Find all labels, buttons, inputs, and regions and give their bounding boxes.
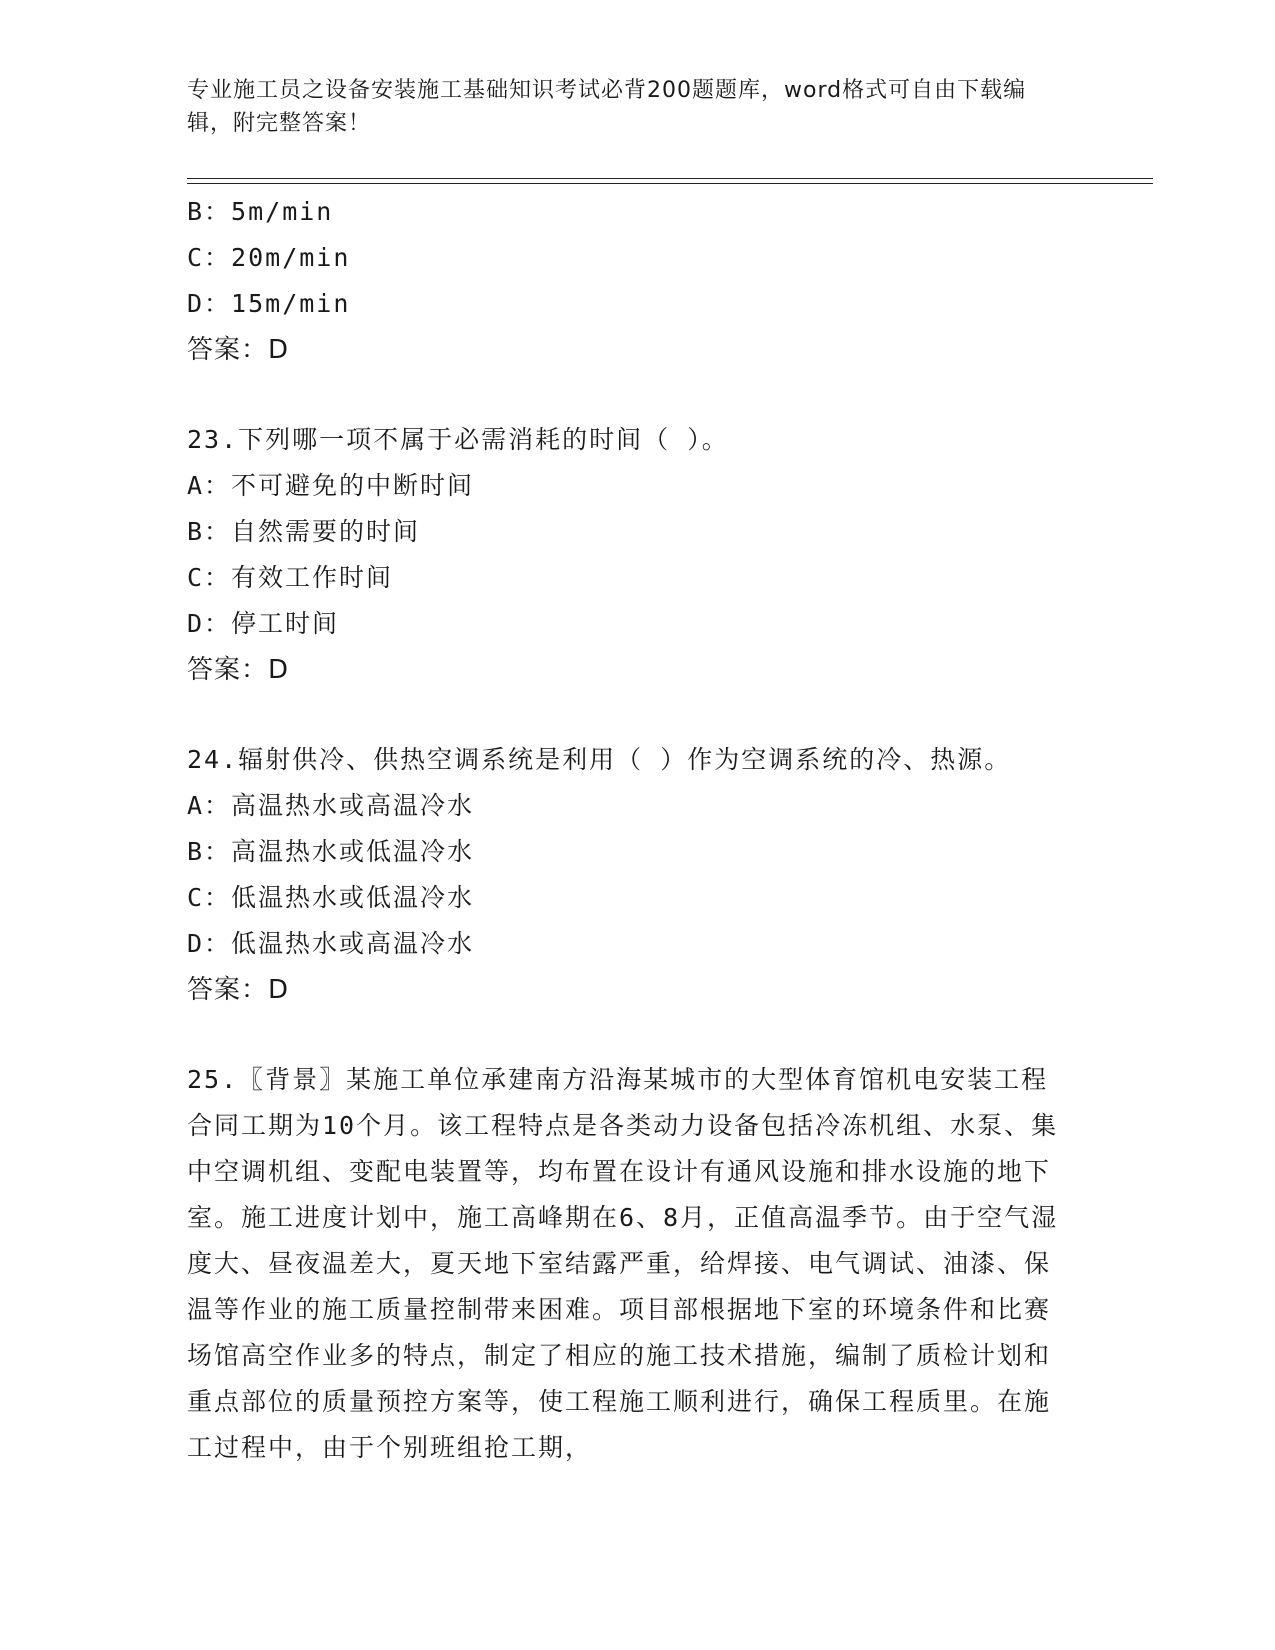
question-25 — [187, 1057, 1087, 1471]
answer: 答案：D — [187, 335, 290, 365]
option-a: A：高温热水或高温冷水 — [187, 791, 475, 820]
spacer — [187, 373, 1087, 417]
option-d: D：低温热水或高温冷水 — [187, 929, 475, 958]
option-a: A：不可避免的中断时间 — [187, 471, 475, 500]
page-header: 专业施工员之设备安装施工基础知识考试必背200题题库，word格式可自由下载编辑，附完整答案！ — [187, 78, 1027, 136]
option-d: D：停工时间 — [187, 609, 340, 638]
option-b: B：5m/min — [187, 197, 334, 226]
option-c: C：20m/min — [187, 243, 351, 272]
option-b: B：自然需要的时间 — [187, 517, 421, 546]
spacer — [187, 693, 1087, 737]
spacer — [187, 1013, 1087, 1057]
question-text: 25.〖背景〗某施工单位承建南方沿海某城市的大型体育馆机电安装工程合同工期为10个月。该工程特点是各类动力设备包括冷冻机组、水泵、集中空调机组、变配电装置等，均布置在设计有通风设施和排水设施的地下室。施工进度计划中，施工高峰期在6、8月，正值高温季节。由于空气湿度大、昼夜温差大，夏天地下室结露严重，给焊接、电气调试、油漆、保温等作业的施工质量控制带来困难。项目部根据地下室的环境条件和比赛场馆高空作业多的特点，制定了相应的施工技术措施，编制了质检计划和重点部位的质量预控方案等，使工程施工顺利进行，确保工程质里。在施工过程中，由于个别班组抢工期， — [187, 1065, 1059, 1462]
document-body — [187, 189, 1087, 1471]
question-22 — [187, 189, 1087, 373]
question-text: 23.下列哪一项不属于必需消耗的时间（ ）。 — [187, 425, 729, 454]
answer: 答案：D — [187, 975, 290, 1005]
header-rule-bottom — [187, 183, 1153, 184]
answer: 答案：D — [187, 655, 290, 685]
option-c: C：低温热水或低温冷水 — [187, 883, 475, 912]
option-d: D：15m/min — [187, 289, 351, 318]
question-23 — [187, 417, 1087, 693]
option-c: C：有效工作时间 — [187, 563, 394, 592]
question-24 — [187, 737, 1087, 1013]
header-rule-top — [187, 178, 1153, 179]
question-text: 24.辐射供冷、供热空调系统是利用（ ）作为空调系统的冷、热源。 — [187, 745, 1012, 774]
option-b: B：高温热水或低温冷水 — [187, 837, 475, 866]
